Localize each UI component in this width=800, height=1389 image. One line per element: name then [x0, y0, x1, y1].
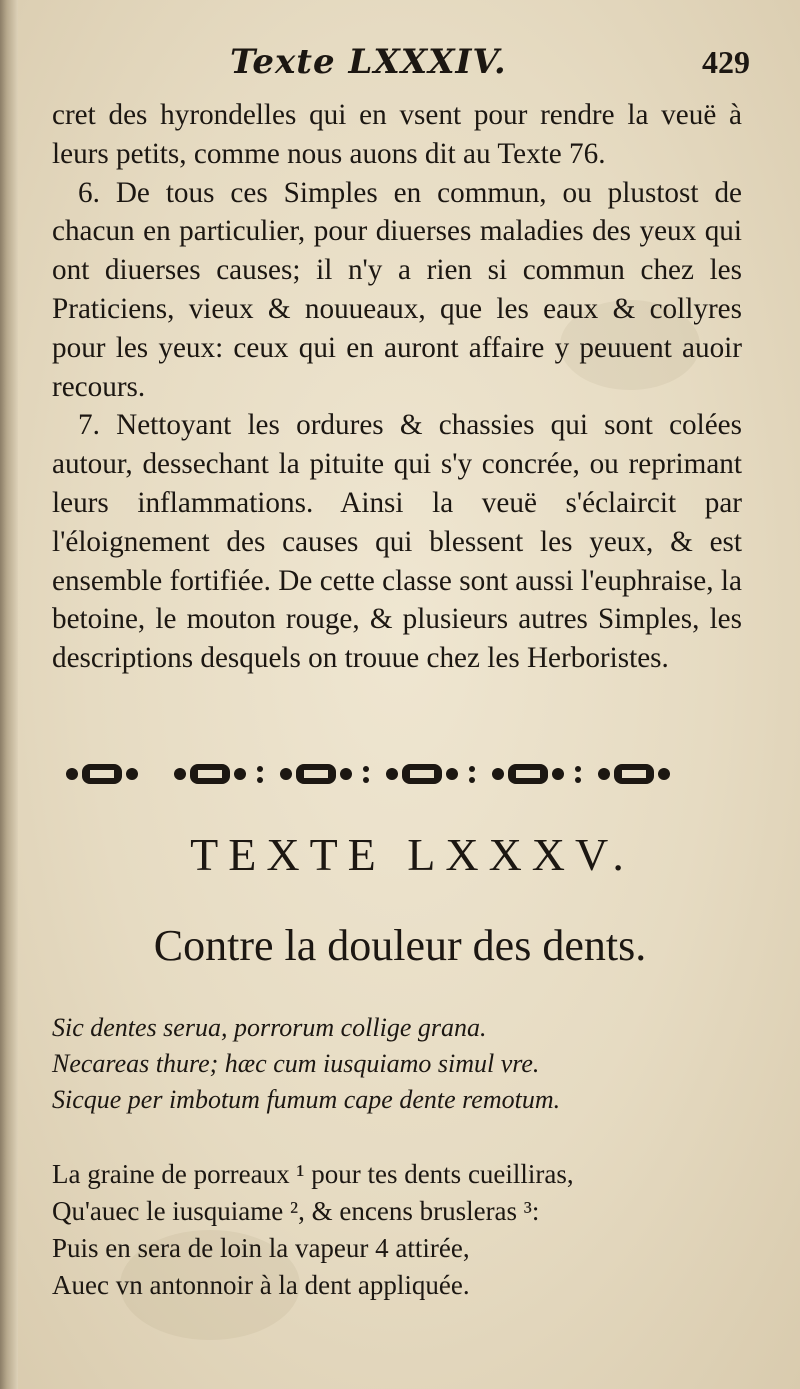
- french-verse-line: Qu'auec le iusquiame ², & encens brusleras ³:: [52, 1196, 540, 1226]
- ornament-unit: [386, 764, 458, 784]
- section-subtitle: Contre la douleur des dents.: [153, 921, 647, 970]
- latin-verse-line: Necareas thure; hæc cum iusquiamo simul vre.: [52, 1049, 540, 1078]
- latin-verse-line: Sic dentes serua, porrorum collige grana.: [52, 1013, 487, 1042]
- french-verse-line: La graine de porreaux ¹ pour tes dents cueilliras,: [52, 1159, 574, 1189]
- french-verse-line: Auec vn antonnoir à la dent appliquée.: [52, 1270, 470, 1300]
- french-verse: [52, 1156, 752, 1304]
- ornament-unit: [492, 764, 564, 784]
- ornament-unit: [280, 764, 352, 784]
- page-number: 429: [702, 44, 750, 80]
- running-title: Texte LXXXIV.: [230, 42, 507, 82]
- body-text: [52, 96, 742, 678]
- section-title: TEXTE LXXXV.: [190, 829, 634, 880]
- page-header: [60, 40, 750, 96]
- paragraph-note-7: 7. Nettoyant les ordures & chassies qui sont colées autour, dessechant la pituite qui s'y concrée, ou reprimant leurs inflammations. Ainsi la veuë s'éclaircit par l'éloignement des causes qui blessent les yeux, & est ensemble fortifiée. De cette classe sont aussi l'euphraise, la betoine, le mouton rouge, & plusieurs autres Simples, les descriptions desquels on trouue chez les Herboristes.: [52, 409, 742, 675]
- paragraph-continuation: cret des hyrondelles qui en vsent pour rendre la veuë à leurs petits, comme nous auons dit au Texte 76.: [52, 99, 742, 170]
- paragraph-note-6: 6. De tous ces Simples en commun, ou plustost de chacun en particulier, pour diuerses maladies des yeux qui ont diuerses causes; il n'y a rien si commun chez les Praticiens, vieux & nouueaux, que les eaux & collyres pour les yeux: ceux qui en auront affaire y peuuent auoir recours.: [52, 176, 742, 403]
- ornament-unit: [66, 764, 138, 784]
- book-spine-shadow: [0, 0, 18, 1389]
- ornament-unit: [598, 764, 670, 784]
- printer-ornament-band: [60, 754, 724, 794]
- latin-verse-line: Sicque per imbotum fumum cape dente remotum.: [52, 1085, 561, 1114]
- ornament-unit: [174, 764, 246, 784]
- latin-verse: [52, 1010, 752, 1118]
- french-verse-line: Puis en sera de loin la vapeur 4 attirée,: [52, 1233, 470, 1263]
